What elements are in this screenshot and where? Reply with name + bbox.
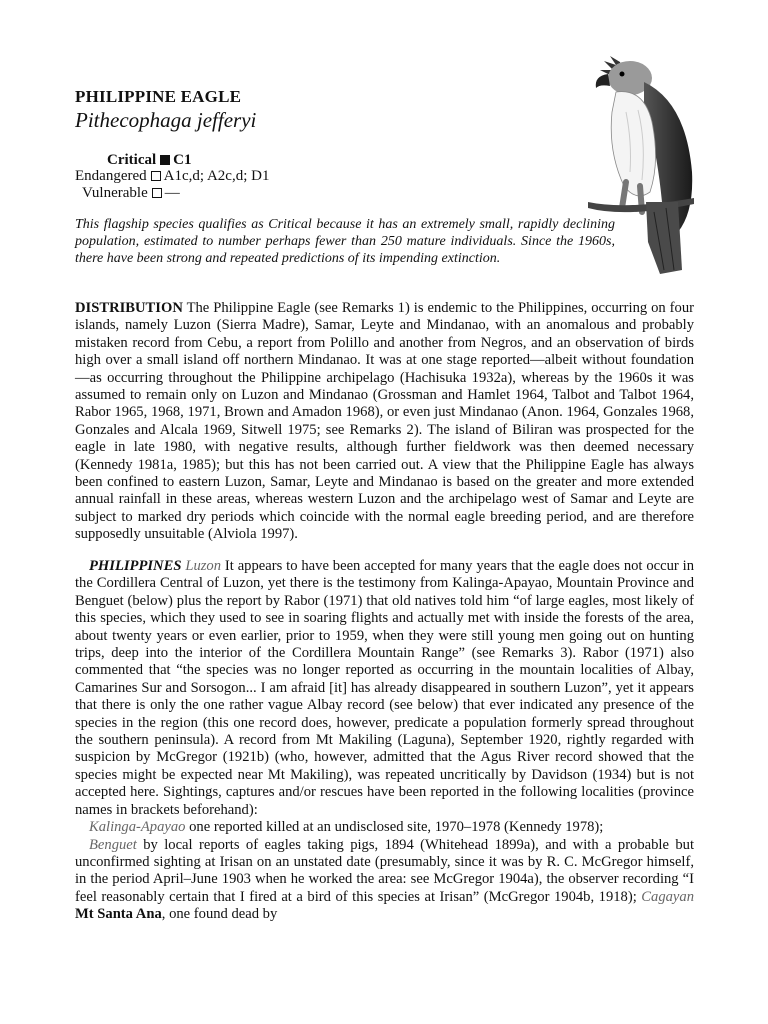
- status-vulnerable: [82, 184, 180, 202]
- distribution-heading: DISTRIBUTION: [75, 300, 183, 316]
- kalinga-text: one reported killed at an undisclosed site, 1970–1978 (Kennedy 1978);: [185, 819, 604, 836]
- filled-square-icon: [160, 155, 170, 165]
- status-critical-criteria: C1: [173, 152, 192, 168]
- province-kalinga-apayao: Kalinga-Apayao: [89, 819, 186, 836]
- province-cagayan: Cagayan: [641, 888, 694, 905]
- benguet-text: by local reports of eagles taking pigs, 1894 (Whitehead 1899a), and with a probable but unconfirmed sighting at Irisan on an unstated date (presumably, since it was by R. C. McGregor himself, in the period April–June 1903 when he worked the area: see McGregor 1904a), the observer recording “I feel reasonably certain that I fired at a bird of this species at Irisan” (McGregor 1904b, 1918);: [75, 836, 694, 905]
- locality-kalinga: [75, 819, 694, 836]
- distribution-paragraph: [75, 300, 694, 544]
- locality-mt-santa-ana: Mt Santa Ana: [75, 906, 162, 923]
- province-benguet: Benguet: [89, 836, 137, 853]
- country-heading: PHILIPPINES: [89, 558, 182, 574]
- status-critical-label: Critical: [107, 152, 157, 168]
- distribution-text: The Philippine Eagle (see Remarks 1) is endemic to the Philippines, occurring on four islands, namely Luzon (Sierra Madre), Samar, Leyte and Mindanao, with an anomalous and probably mistaken record from Cebu, a report from Polillo and another from Negros, and an observation of birds high over a small island off northern Mindanao. It was at one stage reported—albeit without foundation—as occurring throughout the Philippine archipelago (Hachisuka 1932a), whereas by the 1960s it was assumed to remain only on Luzon and Mindanao (Grossman and Hamlet 1964, Talbot and Talbot 1964, Rabor 1965, 1968, 1971, Brown and Amadon 1968), or even just Mindanao (Anon. 1964, Gonzales 1968, Gonzales and Alcala 1969, Sitwell 1975; see Remarks 2). The island of Biliran was prospected for the eagle in late 1980, with negative results, although further fieldwork was then deemed necessary (Kennedy 1981a, 1985); but this has not been carried out. A view that the Philippine Eagle has always been confined to eastern Luzon, Samar, Leyte and Mindanao is based on the greater and more extended annual rainfall in these areas, whereas western Luzon and the archipelago west of Samar and Leyte are subject to marked dry periods which coincide with the normal eagle breeding period, and are therefore supposedly unsuitable (Alviola 1997).: [75, 300, 694, 543]
- locality-benguet: [75, 837, 694, 924]
- species-common-name: PHILIPPINE EAGLE: [75, 87, 242, 106]
- status-vulnerable-criteria: —: [164, 185, 180, 201]
- empty-square-icon: [151, 171, 161, 181]
- island-heading: Luzon: [185, 558, 222, 574]
- status-vulnerable-label: Vulnerable: [82, 185, 148, 201]
- status-endangered-criteria: A1c,d; A2c,d; D1: [163, 168, 270, 184]
- status-endangered: [75, 167, 269, 185]
- summary-paragraph: This flagship species qualifies as Critical because it has an extremely small, rapidly declining population, estimated to number perhaps fewer than 250 mature individuals. Since the 1960s, there have been strong and repeated predictions of its impending extinction.: [75, 217, 615, 266]
- philippines-text: It appears to have been accepted for many years that the eagle does not occur in the Cordillera Central of Luzon, yet there is the testimony from Kalinga-Apayao, Mountain Province and Benguet (below) plus the report by Rabor (1971) that old natives told him “of large eagles, most likely of this species, which they used to see in soaring flights and actually met with inside the forests of the area, about twenty years or even earlier, prior to 1959, when they were still young men going out on hunting trips, deep into the interior of the Cordillera Mountain Range” (see Remarks 3). Rabor (1971) also commented that “the species was no longer reported as occurring in the mountain localities of Albay, Camarines Sur and Sorsogon... I am afraid [it] has already disappeared in southern Luzon”, yet it appears that there is only the one rather vague Albay record (see below) that ever indicated any presence of the species in the region (this one record does, however, predicate a population formerly spread throughout the southern peninsula). A record from Mt Makiling (Laguna), September 1920, rightly regarded with suspicion by McGregor (1921b) (who, however, admitted that the Agus River record showed that the species might be expected near Mt Makiling), was repeated uncritically by Davidson (1934) but is not accepted here. Sightings, captures and/or rescues have been reported in the following localities (province names in brackets beforehand):: [75, 558, 694, 818]
- santa-ana-text: , one found dead by: [161, 906, 278, 923]
- species-scientific-name: Pithecophaga jefferyi: [75, 108, 257, 132]
- philippines-paragraph: [75, 558, 694, 924]
- empty-square-icon: [152, 188, 162, 198]
- status-endangered-label: Endangered: [75, 168, 147, 184]
